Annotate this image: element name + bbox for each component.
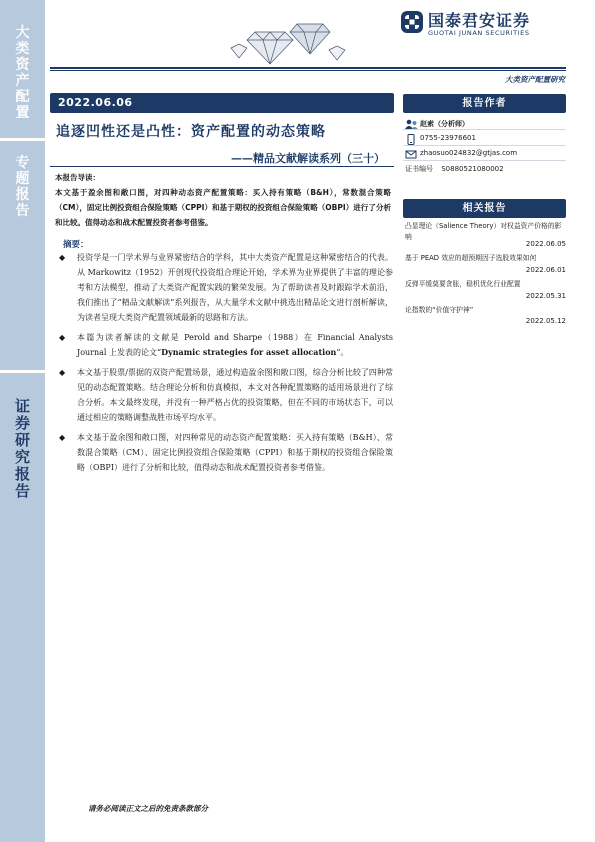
sidebar-report-kind bbox=[0, 398, 45, 500]
disclaimer-footer: 请务必阅读正文之后的免责条款部分 bbox=[88, 804, 208, 813]
guide-label: 本报告导读： bbox=[55, 173, 100, 182]
certificate-row bbox=[405, 164, 504, 174]
abstract-list bbox=[59, 250, 393, 480]
header-rule-thin bbox=[50, 70, 566, 71]
logo-name-cn: 国泰君安证券 bbox=[428, 11, 531, 30]
certificate-number: S0880521080002 bbox=[441, 165, 504, 173]
sidebar-char: 专 bbox=[15, 155, 30, 171]
author-panel-heading: 报告作者 bbox=[403, 94, 566, 113]
company-logo bbox=[400, 8, 570, 38]
author-divider bbox=[403, 160, 566, 161]
related-report-date: 2022.05.12 bbox=[525, 317, 566, 325]
diamond-decoration-icon bbox=[225, 18, 355, 66]
email-icon bbox=[405, 149, 418, 160]
logo-name-en: GUOTAI JUNAN SECURITIES bbox=[428, 29, 530, 37]
sidebar-char: 证 bbox=[14, 397, 30, 415]
author-name: 赵索（分析师） bbox=[420, 120, 469, 128]
author-divider bbox=[403, 129, 566, 130]
related-report-date: 2022.06.01 bbox=[525, 266, 566, 274]
report-title: 追逐凹性还是凸性：资产配置的动态策略 bbox=[56, 124, 326, 140]
report-date: 2022.06.06 bbox=[58, 96, 133, 109]
related-report-link[interactable]: 基于 PEAD 效应的超预期因子选股效果如何 bbox=[405, 254, 537, 262]
bullet-text: 本篇为读者解读的文献是 Perold and Sharpe（1988）在 Financial Analysts Journal 上发表的论文“ bbox=[77, 333, 393, 357]
sidebar-char: 大 bbox=[15, 25, 30, 41]
header-rule bbox=[50, 67, 566, 69]
abstract-bullet: ◆ 本文基于股票/票据的双资产配置场景，通过构造盈余图和敞口图，综合分析比较了四种常见的动态配置策略。结合理论分析和仿真模拟，本文对各种配置策略的适用场景进行了综合分析。本文最终发现，并没有一种严格占优的投资策略，但在不同的市场状态下，可以通过相应的策略调整战胜市场平均水平。 bbox=[59, 365, 393, 425]
sidebar-char: 报 bbox=[14, 465, 30, 483]
report-subtitle: ——精品文献解读系列（三十） bbox=[231, 152, 385, 165]
related-report-link[interactable]: 反弹平缓莫要贪胀，稳机优化行业配置 bbox=[405, 280, 521, 288]
related-reports-heading: 相关报告 bbox=[403, 199, 566, 218]
sidebar-char: 题 bbox=[15, 171, 30, 187]
abstract-bullet bbox=[59, 330, 393, 360]
left-sidebar bbox=[0, 0, 45, 842]
related-report-link[interactable]: 凸显理论（Salience Theory）对权益资产价格的影响 bbox=[405, 222, 562, 241]
abstract-bullet: ◆ 投资学是一门学术界与业界紧密结合的学科，其中大类资产配置是这种紧密结合的代表。从 Markowitz（1952）开创现代投资组合理论开始，学术界为业界提供了丰富的理论参考和方法模型，推动了大类资产配置实践的繁荣发展。为了帮助读者及时跟踪学术前沿，我们推出了“精品文献解读”系列报告，从大量学术文献中挑选出精品论文进行剖析解读，为读者呈现大类资产配置领域最新的思路和方法。 bbox=[59, 250, 393, 325]
date-banner bbox=[50, 93, 394, 113]
author-email[interactable]: zhaosuo024832@gtjas.com bbox=[420, 149, 518, 157]
abstract-bullet: ◆ 本文基于盈余图和敞口图，对四种常见的动态资产配置策略：买入持有策略（B&H）、常数混合策略（CM）、固定比例投资组合保险策略（CPPI）和基于期权的投资组合保险策略（OBPI）进行了分析和比较，值得动态和战术配置投资者参考借鉴。 bbox=[59, 430, 393, 475]
certificate-label: 证书编号 bbox=[405, 165, 433, 173]
related-report-date: 2022.05.31 bbox=[525, 292, 566, 300]
sidebar-char: 产 bbox=[15, 73, 30, 89]
related-report-link[interactable]: 论指数的“价值守护神” bbox=[405, 306, 474, 314]
sidebar-char: 券 bbox=[14, 414, 30, 432]
sidebar-char: 类 bbox=[15, 41, 30, 57]
paper-title: Dynamic strategies for asset allocation bbox=[161, 347, 337, 357]
phone-icon bbox=[405, 134, 418, 145]
report-category: 大类资产配置研究 bbox=[505, 75, 565, 84]
sidebar-category bbox=[0, 25, 45, 121]
sidebar-char: 资 bbox=[15, 57, 30, 73]
sidebar-divider bbox=[0, 138, 45, 141]
title-divider bbox=[50, 166, 394, 167]
sidebar-char: 配 bbox=[15, 89, 30, 105]
sidebar-divider bbox=[0, 370, 45, 373]
sidebar-char: 报 bbox=[15, 187, 30, 203]
sidebar-char: 究 bbox=[14, 448, 30, 466]
sidebar-report-type bbox=[0, 155, 45, 219]
related-report-date: 2022.06.05 bbox=[525, 240, 566, 248]
sidebar-char: 告 bbox=[14, 482, 30, 500]
logo-mark-icon bbox=[400, 10, 424, 34]
abstract-label: 摘要： bbox=[63, 240, 89, 250]
guide-text: 本文基于盈余图和敞口图，对四种动态资产配置策略：买入持有策略（B&H），常数混合策略（CM），固定比例投资组合保险策略（CPPI）和基于期权的投资组合保险策略（OBPI）进行了分析和比较。值得动态和战术配置投资者参考借鉴。 bbox=[55, 188, 391, 227]
sidebar-char: 研 bbox=[14, 431, 30, 449]
bullet-text: ”。 bbox=[336, 348, 349, 357]
author-phone: 0755-23976601 bbox=[420, 134, 476, 142]
author-divider bbox=[403, 145, 566, 146]
sidebar-char: 置 bbox=[15, 105, 30, 121]
sidebar-char: 告 bbox=[15, 203, 30, 219]
